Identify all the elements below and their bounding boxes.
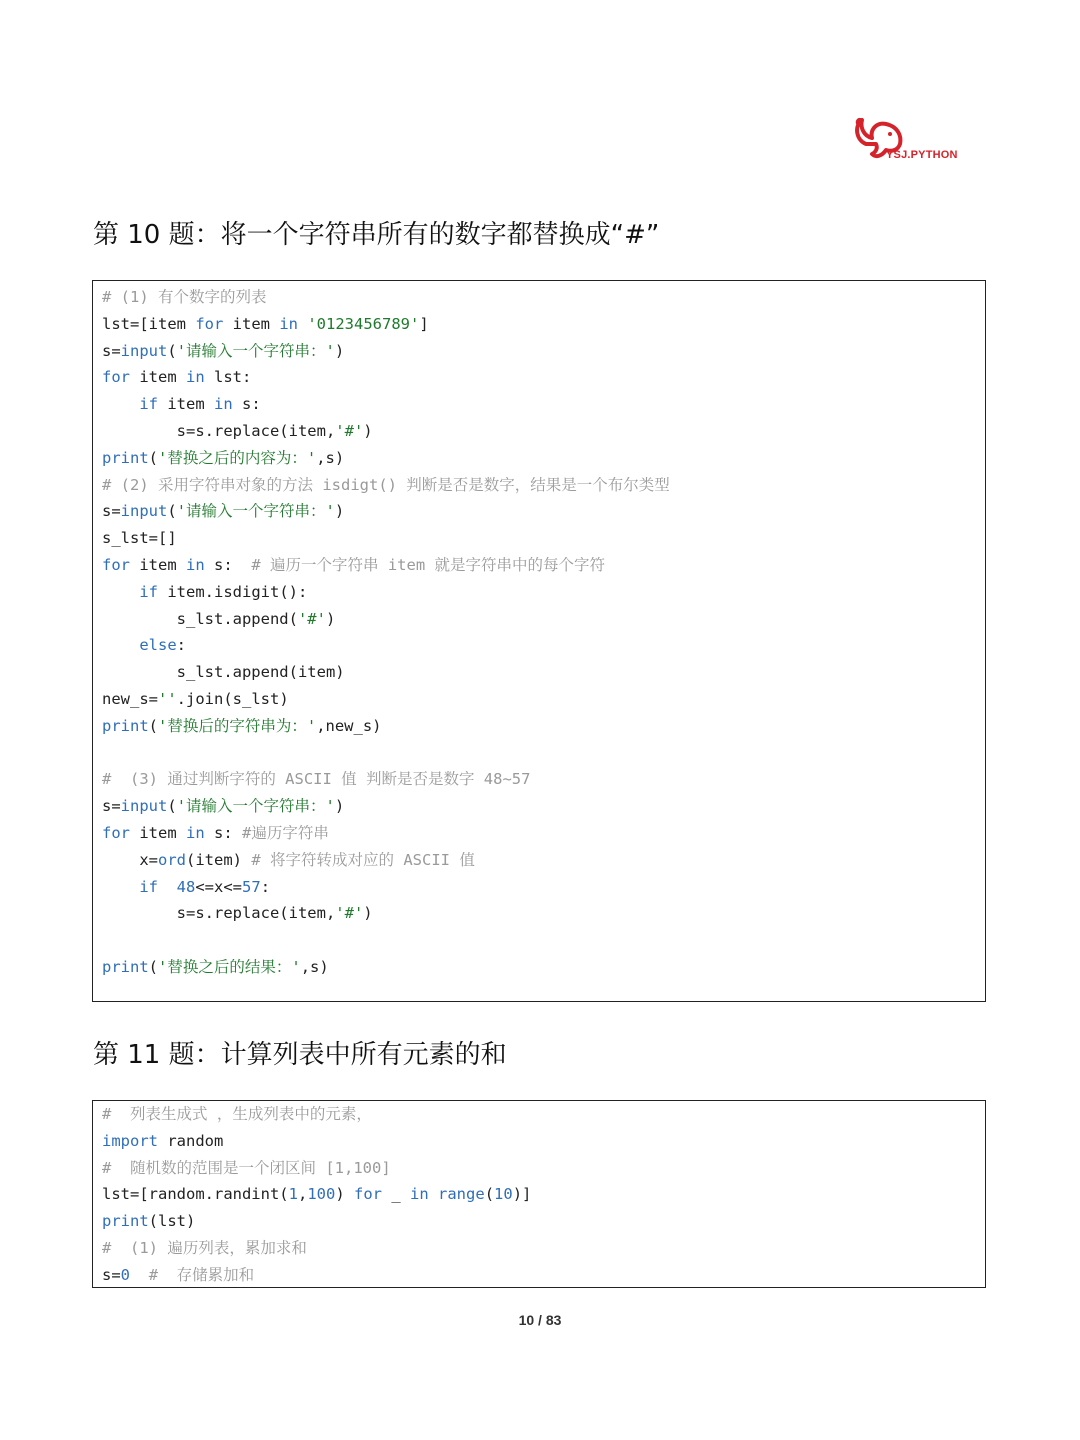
code-line: [102, 1262, 254, 1288]
code-comment: # (1) 有个数字的列表: [102, 288, 267, 306]
code-text: <=x<=: [195, 877, 243, 896]
code-line: [102, 338, 344, 364]
code-text: (: [148, 448, 159, 467]
code-text: lst:: [204, 368, 252, 387]
code-line: [102, 954, 329, 980]
ysj-python-logo: [852, 114, 967, 168]
code-string: '替换之后的内容为：': [158, 448, 317, 467]
code-line: [102, 472, 670, 498]
code-text: (: [167, 502, 177, 521]
code-line: [102, 847, 475, 873]
code-keyword: input: [120, 797, 168, 816]
code-line: [102, 659, 345, 685]
code-line: [102, 1235, 307, 1261]
code-text: x=: [102, 850, 158, 869]
code-keyword: for: [195, 314, 224, 333]
code-text: ): [325, 609, 336, 628]
code-text: [130, 1266, 149, 1284]
code-text: item: [130, 824, 186, 842]
code-keyword: input: [120, 502, 168, 521]
code-text: (item): [186, 850, 252, 869]
code-line: [102, 1101, 372, 1127]
code-text: s_lst.append(: [102, 609, 298, 628]
code-keyword: print: [102, 716, 149, 735]
code-text: (lst): [148, 1212, 196, 1231]
code-text: ,new_s): [316, 716, 382, 735]
code-keyword: in: [186, 556, 205, 574]
code-line: [102, 364, 251, 390]
code-line: [102, 284, 267, 310]
code-number: 1: [288, 1185, 298, 1204]
code-text: s=: [102, 341, 121, 360]
code-text: ): [363, 904, 373, 923]
code-text: :: [260, 877, 271, 896]
code-text: )]: [512, 1185, 532, 1204]
code-text: [298, 315, 307, 333]
code-text: ): [334, 502, 345, 521]
code-number: 10: [494, 1185, 513, 1204]
code-text: (: [148, 716, 159, 735]
code-line: [102, 632, 186, 658]
code-string: '替换后的字符串为：': [158, 716, 317, 735]
code-line: [102, 686, 289, 712]
code-line: [102, 498, 344, 524]
code-text: [102, 395, 139, 413]
code-string: '替换之后的结果：': [158, 958, 301, 976]
code-line: [102, 445, 344, 471]
code-text: item.isdigit():: [158, 582, 308, 601]
question-11-code-block: [92, 1100, 986, 1288]
code-keyword: for: [102, 824, 130, 842]
code-string: '#': [335, 422, 364, 440]
code-text: s_lst=[]: [102, 529, 177, 548]
code-text: (: [484, 1185, 495, 1204]
code-text: .join(s_lst): [176, 690, 289, 708]
code-text: s=s.replace(item,: [102, 904, 336, 923]
code-text: s:: [232, 395, 261, 414]
code-text: lst=[item: [102, 314, 196, 333]
code-text: [429, 1185, 438, 1203]
code-text: ,s): [316, 448, 345, 467]
code-text: ,: [297, 1185, 308, 1204]
code-keyword: print: [102, 1212, 149, 1231]
code-line: [102, 900, 373, 926]
code-text: lst=[random.randint(: [102, 1185, 289, 1204]
code-keyword: else: [139, 636, 177, 655]
code-comment: # 将字符转成对应的 ASCII 值: [251, 850, 475, 869]
code-keyword: if: [139, 582, 158, 601]
code-text: s=: [102, 797, 121, 816]
code-string: '#': [297, 609, 326, 628]
code-comment: # 列表生成式 ，生成列表中的元素，: [102, 1105, 372, 1123]
code-text: s=s.replace(item,: [102, 422, 336, 440]
code-text: random: [158, 1131, 224, 1150]
code-text: [158, 878, 177, 896]
code-keyword: in: [410, 1185, 429, 1204]
code-line: [102, 1128, 223, 1154]
question-10-heading: 第 10 题：将一个字符串所有的数字都替换成“#”: [93, 220, 660, 250]
code-keyword: range: [438, 1185, 485, 1204]
code-string: '请输入一个字符串：': [176, 502, 335, 521]
code-comment: # (3) 通过判断字符的 ASCII 值 判断是否是数字 48~57: [102, 770, 531, 789]
code-text: s=: [102, 502, 121, 521]
code-text: s:: [204, 824, 242, 842]
code-keyword: in: [279, 314, 298, 333]
code-text: [102, 583, 139, 601]
code-text: ,s): [300, 958, 329, 976]
code-line: [102, 713, 382, 739]
code-text: (: [167, 797, 177, 816]
code-line: [102, 1181, 531, 1207]
code-keyword: for: [354, 1185, 382, 1204]
page-number: 10 / 83: [518, 1312, 562, 1328]
code-line: [102, 391, 261, 417]
code-line: [102, 311, 429, 337]
code-keyword: in: [214, 395, 233, 414]
code-text: ): [334, 797, 345, 816]
code-text: _: [382, 1185, 410, 1204]
code-keyword: print: [102, 448, 149, 467]
code-text: :: [176, 636, 186, 655]
code-text: s_lst.append(item): [102, 663, 345, 682]
code-text: new_s=: [102, 690, 158, 708]
code-number: 100: [307, 1185, 336, 1204]
code-keyword: import: [102, 1131, 158, 1150]
code-number: 57: [242, 877, 261, 896]
code-comment: # (2) 采用字符串对象的方法 isdigt() 判断是否是数字，结果是一个布尔类型: [102, 475, 670, 494]
code-text: item: [130, 556, 186, 574]
code-string: '请输入一个字符串：': [176, 797, 335, 816]
code-keyword: print: [102, 958, 149, 976]
code-comment: # 遍历一个字符串 item 就是字符串中的每个字符: [251, 556, 605, 574]
code-keyword: in: [186, 368, 205, 387]
code-keyword: ord: [158, 850, 186, 869]
code-number: 48: [176, 877, 196, 896]
question-11-heading: 第 11 题：计算列表中所有元素的和: [93, 1040, 507, 1070]
code-keyword: input: [120, 341, 168, 360]
code-line: [102, 579, 307, 605]
code-number: 0: [120, 1265, 131, 1284]
code-keyword: if: [139, 877, 158, 896]
code-line: [102, 820, 329, 846]
code-keyword: for: [102, 556, 130, 574]
code-text: item: [158, 395, 214, 414]
code-keyword: in: [186, 824, 205, 842]
code-comment: # 存储累加和: [148, 1265, 255, 1284]
question-10-code-block: [92, 280, 986, 1002]
code-comment: #遍历字符串: [242, 824, 329, 842]
code-string: '0123456789': [307, 314, 420, 333]
code-line: [102, 793, 344, 819]
code-text: (: [167, 341, 177, 360]
code-line: [102, 1155, 391, 1181]
code-line: [102, 552, 605, 578]
code-keyword: if: [139, 395, 158, 414]
logo-text: YSJ.PYTHON: [886, 149, 958, 161]
code-line: [102, 418, 373, 444]
code-string: '请输入一个字符串：': [176, 341, 335, 360]
code-text: ): [334, 341, 345, 360]
code-comment: # (1) 遍历列表，累加求和: [102, 1239, 307, 1257]
code-line: [102, 606, 335, 632]
code-text: item: [223, 314, 280, 333]
code-line: [102, 525, 177, 551]
code-string: '': [158, 690, 177, 708]
code-text: (: [148, 958, 159, 976]
code-text: s:: [204, 556, 252, 574]
code-comment: # 随机数的范围是一个闭区间 [1,100]: [102, 1158, 391, 1177]
code-keyword: for: [102, 368, 130, 387]
code-text: ): [363, 422, 373, 440]
code-text: [102, 878, 139, 896]
code-line: [102, 766, 530, 792]
code-line: [102, 1208, 195, 1234]
code-text: item: [130, 368, 186, 387]
code-text: ): [335, 1185, 354, 1204]
code-string: '#': [335, 904, 364, 923]
code-text: s=: [102, 1265, 121, 1284]
code-text: ]: [419, 314, 429, 333]
code-text: [102, 636, 139, 654]
code-line: [102, 874, 270, 900]
